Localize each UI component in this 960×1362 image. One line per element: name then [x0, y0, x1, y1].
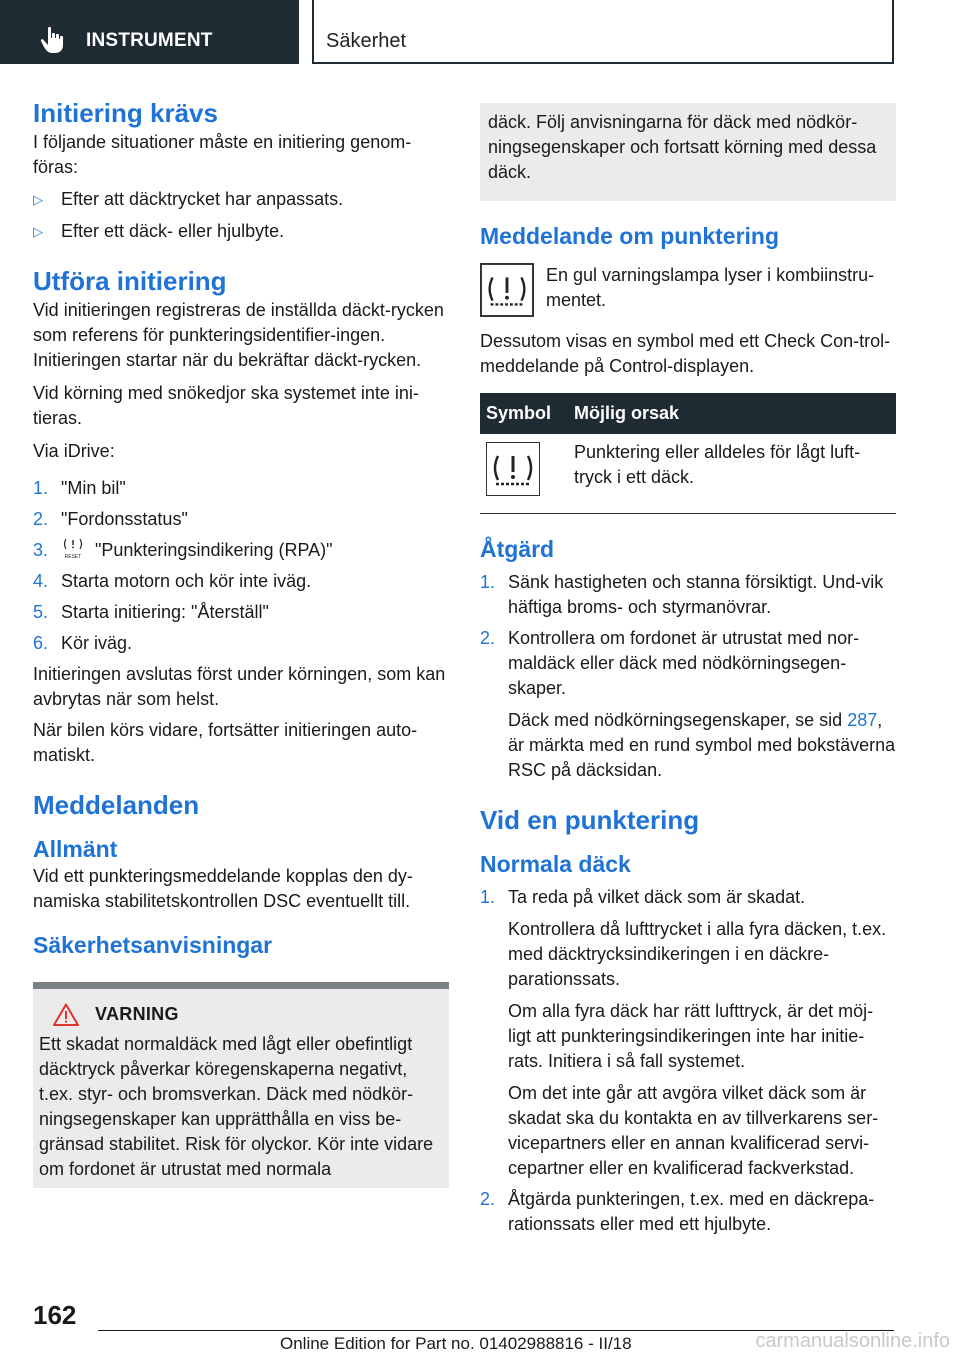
step-text: Starta motorn och kör inte iväg. [61, 571, 312, 591]
tire-pressure-warning-icon [480, 263, 534, 317]
warning-box-continued [480, 103, 896, 201]
page-header [0, 0, 960, 66]
edition-text: Online Edition for Part no. 01402988816 - II/18 [280, 1334, 632, 1353]
list-item [33, 187, 449, 212]
triangle-bullet-icon: ▷ [33, 192, 43, 207]
warning-title: VARNING [95, 1004, 179, 1024]
warning-text: Ett skadat normaldäck med lågt eller obefintligt däcktryck påverkar köregenskaperna negativt, t.ex. styr- och bromsverkan. Däck med nödkör-ningsegenskaper kan upprätthålla en viss be-gränsad stabilitet. Risk för olyckor. Kör inte vidare om fordonet är utrustat med normala [39, 1034, 434, 1179]
warning-triangle-icon [53, 1003, 79, 1026]
step-number: 1. [480, 887, 496, 907]
hand-pointer-icon [40, 26, 66, 54]
step-text: Kör iväg. [61, 633, 133, 653]
heading-flat-tire: Vid en punktering [480, 805, 700, 835]
step-text: Åtgärda punkteringen, t.ex. med en däckrepa-rationssats eller med ett hjulbyte. [508, 1189, 875, 1234]
paragraph: När bilen körs vidare, fortsätter initieringen auto-matiskt. [33, 720, 418, 765]
right-column [480, 103, 896, 1237]
warning-box [33, 982, 449, 1188]
paragraph: Dessutom visas en symbol med ett Check Con-trol-meddelande på Control-displayen. [480, 331, 891, 376]
step-note: Däck med nödkörningsegenskaper, se sid 287, är märkta med en rund symbol med bokstäverna RSC på däcksidan. [508, 710, 896, 780]
table-header-cause: Möjlig orsak [568, 393, 896, 434]
list-item-text: Efter ett däck- eller hjulbyte. [61, 221, 285, 241]
heading-init-required: Initiering krävs [33, 98, 218, 128]
tire-reset-icon [61, 538, 85, 560]
table-cell-cause: Punktering eller alldeles för lågt luft-tryck i ett däck. [568, 434, 896, 514]
step-text: "Fordonsstatus" [61, 509, 188, 529]
step-note: Om det inte går att avgöra vilket däck som är skadat ska du kontakta en av tillverkarens ser-vicepartners eller en annan kvalificerad servi-cepartner eller en kvalificerad fackverkstad. [508, 1083, 879, 1178]
heading-messages: Meddelanden [33, 790, 200, 820]
step-note: Om alla fyra däck har rätt lufttryck, är det möj-ligt att punkteringsindikeringen inte har initie-rats. Initiera i så fall systemet. [508, 1001, 874, 1071]
step-number: 1. [480, 572, 496, 592]
step-number: 4. [33, 571, 49, 591]
step-item [480, 570, 896, 620]
heading-safety: Säkerhetsanvisningar [33, 932, 273, 958]
page-number: 162 [33, 1300, 77, 1330]
reset-icon-label: RESET [64, 554, 82, 560]
paragraph: En gul varningslampa lyser i kombiinstru-mentet. [546, 265, 875, 310]
watermark: carmanualsonline.info [755, 1330, 950, 1352]
step-number: 5. [33, 602, 49, 622]
heading-perform-init: Utföra initiering [33, 266, 227, 296]
step-item [33, 631, 449, 656]
step-note: Kontrollera då lufttrycket i alla fyra däcken, t.ex. med däcktrycksindikeringen i en däckre-parationssats. [508, 919, 887, 989]
step-item [33, 507, 449, 532]
heading-general: Allmänt [33, 836, 118, 862]
step-text: Sänk hastigheten och stanna försiktigt. Und-vik häftiga broms- och styrmanövrar. [508, 572, 884, 617]
left-column [33, 96, 449, 1188]
table-header-row [480, 393, 896, 434]
step-item [480, 626, 896, 783]
step-item [480, 1187, 896, 1237]
heading-action: Åtgärd [480, 536, 555, 562]
paragraph: Vid ett punkteringsmeddelande kopplas den dy-namiska stabilitetskontrollen DSC eventuellt till. [33, 866, 413, 911]
step-text: Ta reda på vilket däck som är skadat. [508, 887, 806, 907]
tire-pressure-warning-icon [486, 442, 540, 496]
step-item [33, 476, 449, 501]
section-tab [0, 0, 299, 64]
table-header-symbol: Symbol [480, 393, 568, 434]
step-item [33, 600, 449, 625]
paragraph: Vid initieringen registreras de inställda däckt-rycken som referens för punkteringsidentifier-ingen. Initieringen startar när du bekräftar däckt-rycken. [33, 300, 444, 370]
step-number: 2. [480, 628, 496, 648]
step-item [33, 569, 449, 594]
paragraph: Via iDrive: [33, 441, 115, 461]
init-required-intro: I följande situationer måste en initiering genom-föras: [33, 132, 412, 177]
paragraph: Vid körning med snökedjor ska systemet inte ini-tieras. [33, 383, 419, 428]
heading-puncture-message: Meddelande om punktering [480, 223, 780, 249]
chapter-tab [312, 0, 894, 64]
heading-normal-tires: Normala däck [480, 851, 631, 877]
step-number: 6. [33, 633, 49, 653]
step-number: 1. [33, 478, 49, 498]
step-number: 3. [33, 540, 49, 560]
step-number: 2. [480, 1189, 496, 1209]
step-text: Kontrollera om fordonet är utrustat med nor-maldäck eller däck med nödkörningsegen-skaper. [508, 628, 860, 698]
list-item [33, 219, 449, 244]
list-item-text: Efter att däcktrycket har anpassats. [61, 189, 344, 209]
page-link[interactable]: 287 [847, 710, 878, 730]
warning-text-continued: däck. Följ anvisningarna för däck med nödkör-ningsegenskaper och fortsatt körning med dessa däck. [488, 112, 877, 182]
step-text: "Punkteringsindikering (RPA)" [95, 540, 333, 560]
section-title: INSTRUMENT [86, 30, 213, 51]
step-text: Starta initiering: "Återställ" [61, 602, 269, 622]
step-number: 2. [33, 509, 49, 529]
symbol-table [480, 393, 896, 514]
step-text: "Min bil" [61, 478, 126, 498]
table-row [480, 434, 896, 514]
step-item [480, 885, 896, 1181]
triangle-bullet-icon: ▷ [33, 224, 43, 239]
paragraph: Initieringen avslutas först under körningen, som kan avbrytas när som helst. [33, 664, 446, 709]
chapter-title: Säkerhet [326, 30, 407, 52]
step-item [33, 538, 449, 563]
